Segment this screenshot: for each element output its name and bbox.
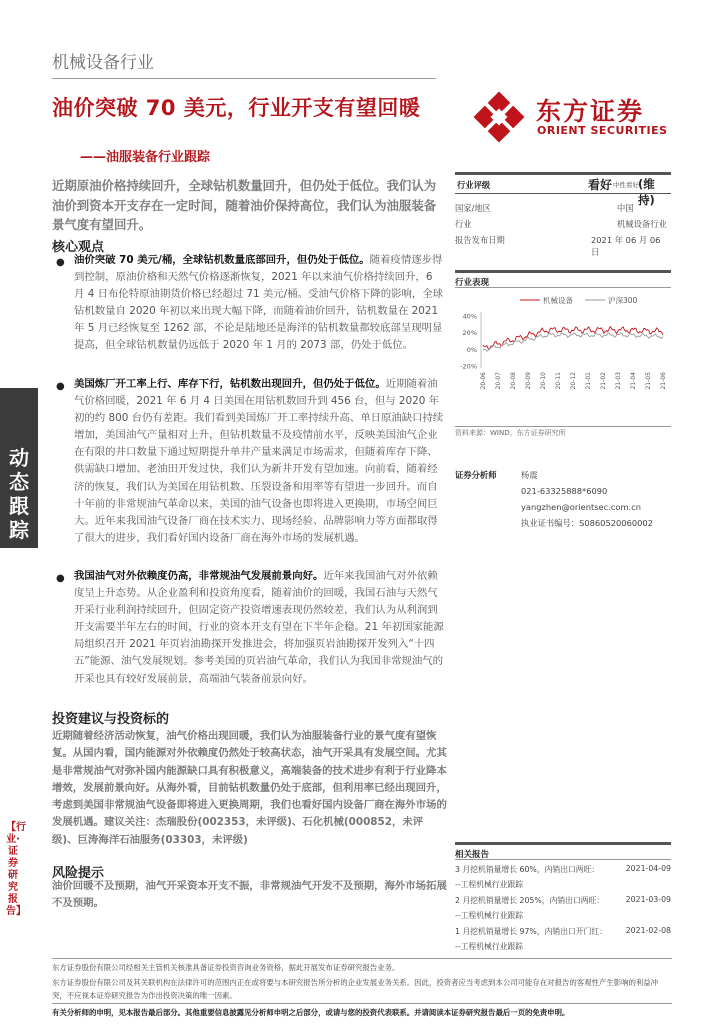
sidebar-vertical-label: 【行业·证券研究报告】	[6, 822, 26, 917]
risk-paragraph: 油价回暖不及预期，油气开采资本开支不振，非常规油气开发不及预期，海外市场拓展不及预期。	[52, 880, 447, 910]
bullet-bold: 油价突破 70 美元/桶，全球钻机数量底部回升，但仍处于低位。	[74, 254, 370, 266]
disclaimer-line: 东方证券股份有限公司及其关联机构在法律许可的范围内正在或将要与本研究报告所分析的企业发展业务关系。因此，投资者应当考虑到本公司可能存在对报告的客观性产生影响的利益冲突，不应视本证券研究报告为作出投资决策的唯一因素。	[52, 978, 659, 1000]
header-divider	[52, 78, 436, 79]
x-tick-label: 20-12	[570, 372, 577, 390]
bullet-text: 近年来我国油气对外依赖度呈上升态势。从企业盈利和投资角度看，随着油价的回暖，我国石油与天然气开采行业利润持续回升，但固定资产投资增速表现仍然较差，我们认为从利润到开支需要半年左右的时间，行业的资本开支有望在下半年企稳。21 年初国家能源局组织召开 2021 年页岩油勘探开发推进会，将加强页岩油勘探开发列入“十四五”能源、油气发展规划。参考美国的页岩油气革命，我们认为我国非常规油气的开采也具有较好发展前景，高端油气装备前景向好。	[74, 570, 444, 685]
related-date: 2021-03-09	[625, 895, 671, 904]
invest-paragraph: 近期随着经济活动恢复，油气价格出现回暖，我们认为油服装备行业的景气度有望恢复。从国内看，国内能源对外依赖度仍然处于较高状态，油气开采具有发展空间。尤其是非常规油气对弥补国内能源缺口具有积极意义，高端装备的技术进步有利于行业降本增效，发展前景向好。从海外看，目前钻机数量仍处于底部，但利用率已经出现回升，考虑到美国非常规油气设备即将进入更换周期，我们也看好国内设备厂商在海外市场的发展机遇。建议关注：杰瑞股份(002353，未评级)、石化机械(000852，未评级)、巨涛海洋石油服务(03303，未评级)	[52, 730, 447, 846]
x-tick-label: 21-04	[630, 372, 637, 390]
report-subtitle: ——油服装备行业跟踪	[80, 150, 211, 165]
x-tick-label: 20-11	[555, 372, 562, 390]
industry-label: 机械设备行业	[52, 53, 154, 73]
logo-text-cn: 东方证券	[536, 97, 645, 126]
x-tick-label: 20-10	[540, 372, 547, 390]
disclaimer-line: 东方证券股份有限公司经相关主管机关核准具备证券投资咨询业务资格，据此开展发布证券研究报告业务。	[52, 963, 400, 972]
related-sub: --工程机械行业跟踪	[455, 911, 524, 920]
info-row	[455, 202, 671, 216]
x-tick-label: 20-09	[525, 372, 532, 390]
bullet-icon: ●	[56, 381, 65, 392]
orient-logo-icon	[470, 88, 528, 146]
x-tick-label: 21-03	[615, 372, 622, 390]
core-bullet	[52, 376, 445, 547]
related-date: 2021-02-08	[625, 926, 671, 935]
y-tick-label: 0%	[466, 345, 477, 354]
rating-prev-label: 中性看好	[613, 181, 639, 189]
info-value: 中国	[617, 203, 634, 213]
sidebar-tag: 动态跟踪	[9, 446, 29, 542]
related-date: 2021-04-09	[625, 864, 671, 873]
related-title: 1 月挖机销量增长 97%，内销出口开门红：	[455, 927, 607, 936]
logo-text-en: ORIENT SECURITIES	[537, 124, 668, 137]
rating-row	[455, 172, 671, 207]
report-title: 油价突破 70 美元，行业开支有望回暖	[52, 96, 421, 120]
legend-label-0: 机械设备	[543, 296, 573, 305]
bullet-bold: 我国油气对外依赖度仍高，非常规油气发展前景向好。	[74, 570, 324, 582]
bullet-text: 随着疫情逐步得到控制，原油价格和天然气价格逐渐恢复，2021 年以来油气价格持续回升，6 月 4 日布伦特原油期货价格已经超过 71 美元/桶。受油气价格下降的影响，全球钻机数量自 2020 年初以来出现大幅下降，而随着油价回升，钻机数量在 2021 年 5 月已经恢复至 1262 部，不论是陆地还是海洋的钻机数量都较底部呈现明显提高，但全球钻机数量仍远低于 2020 年 1 月的 2073 部，仍处于低位。	[74, 254, 444, 352]
x-tick-label: 20-06	[480, 372, 487, 390]
series-line-0	[483, 327, 663, 350]
bullet-bold: 美国炼厂开工率上行、库存下行，钻机数出现回升，但仍处于低位。	[74, 378, 386, 390]
x-tick-label: 20-07	[495, 372, 502, 390]
info-value: 机械设备行业	[617, 219, 667, 229]
summary-paragraph: 近期原油价格持续回升，全球钻机数量回升，但仍处于低位。我们认为油价到资本开支存在一定时间，随着油价保持高位，我们认为油服装备景气度有望回升。	[52, 178, 437, 232]
analyst-phone: 021-63325888*6090	[521, 486, 608, 496]
related-sub: --工程机械行业跟踪	[455, 942, 524, 951]
chart-divider	[455, 426, 671, 427]
risk-heading: 风险提示	[52, 866, 105, 881]
perf-chart	[455, 290, 671, 420]
info-key: 报告发布日期	[455, 235, 505, 245]
related-item[interactable]	[455, 895, 671, 906]
x-tick-label: 21-05	[645, 372, 652, 390]
info-key: 行业	[455, 219, 472, 229]
analyst-cert: 执业证书编号：S0860520060002	[521, 518, 653, 528]
core-bullet	[52, 252, 445, 355]
related-heading: 相关报告	[455, 842, 671, 860]
info-value: 2021 年 06 月 06 日	[591, 235, 661, 257]
perf-heading: 行业表现	[455, 270, 671, 288]
footer-divider	[52, 958, 672, 959]
rating-label: 行业评级	[457, 180, 491, 190]
rating-prev-value: (维持)	[638, 177, 655, 207]
chart-source: 资料来源：WIND、东方证券研究所	[455, 429, 566, 437]
y-tick-label: 20%	[462, 329, 477, 338]
analyst-label: 证券分析师	[455, 470, 497, 480]
analyst-email[interactable]: yangzhen@orientsec.com.cn	[521, 502, 642, 512]
bullet-icon: ●	[56, 573, 65, 584]
related-item[interactable]	[455, 864, 671, 875]
core-bullet	[52, 568, 445, 688]
bullet-icon: ●	[56, 257, 65, 268]
bullet-text: 近期随着油气价格回暖，2021 年 6 月 4 日美国在用钻机数回升到 456 台，但与 2020 年初的约 800 台仍有差距。我们看到美国炼厂开工率持续升高、单日原油缺口持续增加，美国油气产量相对上升，但钻机数量不及疫情前水平，反映美国油气企业在有限的井口数量下通过短期提升单井产量来满足市场需求，但随着库存下降、供需缺口增加、老油田开发过快，我们认为新井开发有望加速。向前看，随着经济的恢复，我们认为美国在用钻机数、压裂设备和用率等有望进一步回升。而自十年前的非常规油气革命以来，美国的油气设备也即将进入更换期，市场空间巨大。近年来我国油气设备厂商在技术实力、现场经验、品牌影响力等方面都取得了很大的进步，我们看好国内设备厂商在海外市场的发展机遇。	[74, 378, 444, 544]
x-tick-label: 20-08	[510, 372, 517, 390]
footer-divider	[52, 1003, 672, 1004]
disclaimer-line: 有关分析师的申明，见本报告最后部分。其他重要信息披露见分析师申明之后部分，或请与您的投资代表联系。并请阅读本证券研究报告最后一页的免责申明。	[52, 1008, 570, 1017]
related-title: 2 月挖机销量增长 205%，内销出口两旺：	[455, 896, 605, 905]
related-sub: --工程机械行业跟踪	[455, 880, 524, 889]
legend-label-1: 沪深300	[608, 296, 638, 305]
related-title: 3 月挖机销量增长 60%，内销出口两旺：	[455, 865, 600, 874]
invest-heading: 投资建议与投资标的	[52, 712, 170, 727]
rating-value: 看好	[588, 178, 613, 192]
x-tick-label: 21-02	[600, 372, 607, 390]
related-item[interactable]	[455, 926, 671, 937]
analyst-name: 杨震	[521, 470, 538, 480]
x-tick-label: 21-06	[660, 372, 667, 390]
y-tick-label: 40%	[462, 312, 477, 321]
y-tick-label: -20%	[460, 362, 477, 371]
info-row	[455, 218, 671, 232]
info-key: 国家/地区	[455, 203, 491, 213]
core-heading: 核心观点	[52, 240, 105, 255]
info-row	[455, 234, 671, 257]
x-tick-label: 21-01	[585, 372, 592, 390]
